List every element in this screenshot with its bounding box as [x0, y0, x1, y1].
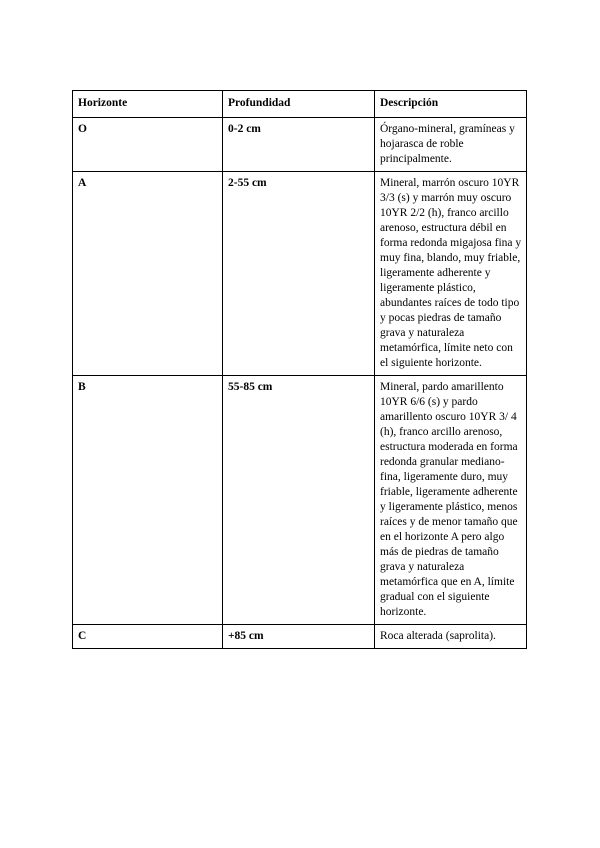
depth-cell: +85 cm [223, 625, 375, 649]
depth-cell: 2-55 cm [223, 172, 375, 376]
header-profundidad: Profundidad [223, 91, 375, 118]
soil-horizons-table [72, 90, 527, 649]
table-row [73, 376, 527, 625]
table-row [73, 172, 527, 376]
table-row [73, 118, 527, 172]
depth-cell: 55-85 cm [223, 376, 375, 625]
horizon-cell: O [73, 118, 223, 172]
horizon-cell: A [73, 172, 223, 376]
description-cell: Roca alterada (saprolita). [375, 625, 527, 649]
depth-cell: 0-2 cm [223, 118, 375, 172]
description-cell: Órgano-mineral, gramíneas y hojarasca de roble principalmente. [375, 118, 527, 172]
table-header-row [73, 91, 527, 118]
description-cell: Mineral, pardo amarillento 10YR 6/6 (s) y pardo amarillento oscuro 10YR 3/ 4 (h), franco arcillo arenoso, estructura moderada en forma redonda granular mediano-fina, ligeramente duro, muy friable, ligeramente adherente y ligeramente plástico, menos raíces y de menor tamaño que en el horizonte A pero algo más de piedras de tamaño grava y naturaleza metamórfica que en A, límite gradual con el siguiente horizonte. [375, 376, 527, 625]
header-horizonte: Horizonte [73, 91, 223, 118]
horizon-cell: B [73, 376, 223, 625]
horizon-cell: C [73, 625, 223, 649]
header-descripcion: Descripción [375, 91, 527, 118]
table-row [73, 625, 527, 649]
description-cell: Mineral, marrón oscuro 10YR 3/3 (s) y marrón muy oscuro 10YR 2/2 (h), franco arcillo arenoso, estructura débil en forma redonda migajosa fina y muy fina, blando, muy friable, ligeramente adherente y ligeramente plástico, abundantes raíces de todo tipo y pocas piedras de tamaño grava y naturaleza metamórfica, límite neto con el siguiente horizonte. [375, 172, 527, 376]
